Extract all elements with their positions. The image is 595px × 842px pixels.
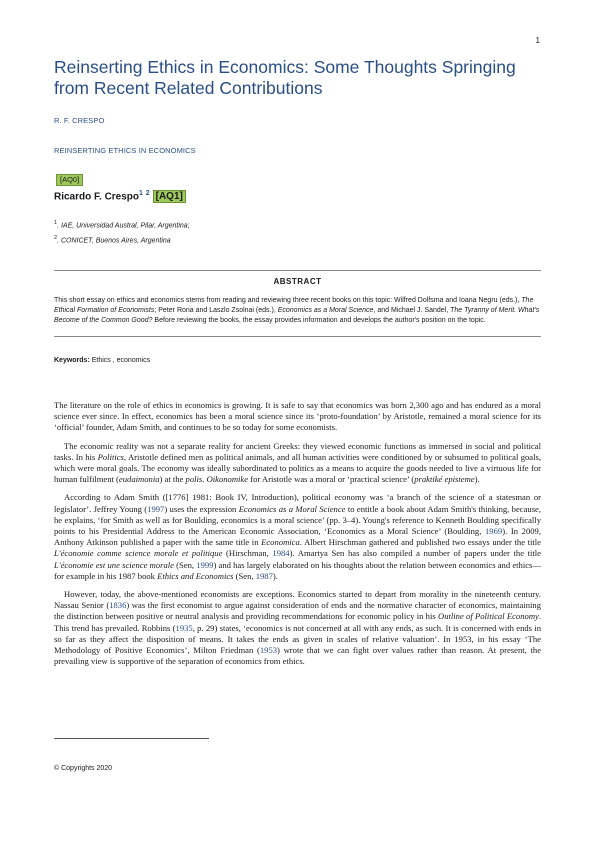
article-title: Reinserting Ethics in Economics: Some Thoughts Springing from Recent Related Contributions	[54, 57, 516, 98]
author-query-1-tag[interactable]: [AQ1]	[153, 190, 186, 203]
paragraph: The literature on the role of ethics in economics is growing. It is safe to say that economics was born 2,300 ago and has endured as a moral science ever since. In effect, economics has been a moral science since its ‘proto-foundation’ by Aristotle, remained a moral science for its ‘official’ founder, Adam Smith, and continues to be so today for some economists.	[54, 400, 541, 433]
page-number: 1	[535, 36, 540, 45]
affiliation-ref-2[interactable]: 2	[145, 190, 150, 197]
abstract-text-part: , and Michael J. Sandel,	[373, 307, 451, 314]
abstract-text	[54, 296, 541, 326]
abstract-section	[54, 270, 541, 337]
abstract-text-part: This short essay on ethics and economics stems from reading and reviewing three recent books on this topic: Wilfred Dolfsma and Ioana Negru (eds.),	[54, 297, 522, 304]
running-title: REINSERTING ETHICS IN ECONOMICS	[54, 146, 196, 155]
paragraph: However, today, the above-mentioned economists are exceptions. Economics started to depart from morality in the nineteenth century. Nassau Senior (1836) was the first economist to argue against consideration of ends and the normative character of economics, maintaining the distinction between positive or neutral analysis and providing recommendations for economic policy in his Outline of Political Economy. This trend has prevailed. Robbins (1935, p. 29) states, ‘economics is not concerned at all with any ends, as such. It is concerned with ends in so far as they affect the disposition of means. It takes the ends as given in scales of relative valuation’. In 1953, in his essay ‘The Methodology of Positive Economics’, Milton Friedman (1953) wrote that we can fight over values rather than reason. At present, the prevailing view is supportive of the separation of economics from ethics.	[54, 589, 542, 667]
affiliation-text: . IAE, Universidad Austral, Pilar, Argentina;	[57, 222, 190, 230]
citation-link[interactable]: 1999	[196, 559, 214, 570]
affiliation-number: 2	[54, 235, 58, 241]
affiliation-ref-1[interactable]: 1	[139, 190, 143, 197]
abstract-text-part: Before reviewing the books, the essay provides information and develops the author's position on the topic.	[152, 317, 486, 324]
affiliation-number: 1	[54, 220, 58, 226]
book-title: Economics as a Moral Science	[277, 307, 374, 314]
citation-link[interactable]: 1997	[147, 503, 165, 514]
keywords-label: Keywords:	[54, 357, 90, 364]
paragraph: According to Adam Smith ([1776] 1981: Book IV, Introduction), political economy was ‘a branch of the science of a statesman or legislator’. Jeffrey Young (1997) uses the expression Economics as a Moral Science to entitle a book about Adam Smith's thinking, because, he explains, ‘for Smith as well as for Boulding, economics is a moral science’ (pp. 3–4). Young's reference to Kenneth Boulding specifically points to his Presidential Address to the American Economic Association, ‘Economics as a Moral Science’ (Boulding, 1969). In 2009, Anthony Atkinson published a paper with the same title in Economica. Albert Hirschman gathered and published two essays under the title L'économie comme science morale et politique (Hirschman, 1984). Amartya Sen has also compiled a number of papers under the title L'économie est une science morale (Sen, 1999) and has largely elaborated on his thoughts about the relation between economics and ethics—for example in his 1987 book Ethics and Economics (Sen, 1987).	[54, 492, 542, 581]
author-query-0-tag[interactable]: [AQ0]	[56, 174, 83, 186]
copyright-notice: © Copyrights 2020	[54, 765, 113, 772]
book-title: The Tyranny of Merit. What's Become of the Common Good?	[54, 307, 540, 324]
citation-link[interactable]: 1987	[255, 570, 273, 581]
citation-link[interactable]: 1953	[259, 645, 278, 656]
author-line	[54, 190, 186, 202]
footnote-divider	[54, 738, 209, 739]
keywords	[54, 357, 150, 364]
paragraph: The economic reality was not a separate reality for ancient Greeks: they viewed economic functions as immersed in social and political tasks. In his Politics, Aristotle defined men as political animals, and all human activities were conditioned by or subsumed to political goals, which were moral goals. The economy was ideally subordinated to politics as a means to acquire the goods needed to live a virtuous life for human fulfilment (eudaimonia) at the polis. Oikonomike for Aristotle was a moral or ‘practical science’ (praktiké episteme).	[54, 440, 542, 485]
citation-link[interactable]: 1984	[272, 548, 290, 559]
citation-link[interactable]: 1935	[175, 622, 193, 633]
citation-link[interactable]: 1969	[485, 526, 503, 537]
affiliation-2	[54, 235, 171, 244]
article-body	[54, 400, 541, 674]
citation-link[interactable]: 1836	[109, 600, 127, 611]
abstract-text-part: ; Peter Rona and Laszlo Zsolnai (eds.),	[154, 307, 278, 314]
abstract-heading: ABSTRACT	[273, 277, 322, 286]
keywords-value: Ethics , economics	[91, 357, 151, 364]
running-author: R. F. CRESPO	[54, 116, 105, 125]
author-name: Ricardo F. Crespo	[54, 191, 140, 203]
book-title: The Ethical Formation of Economists	[54, 297, 534, 314]
affiliation-text: . CONICET, Buenos Aires, Argentina	[57, 237, 171, 245]
affiliation-1	[54, 220, 190, 229]
